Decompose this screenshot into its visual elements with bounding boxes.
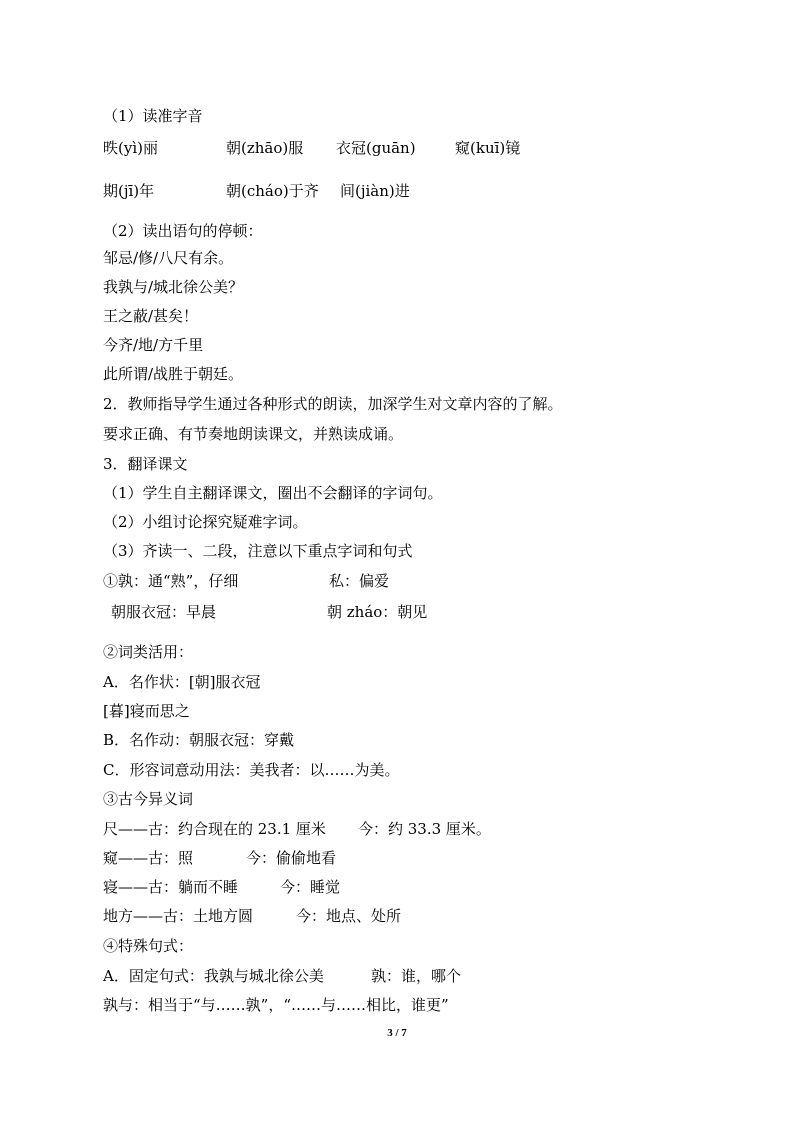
pinyin-entry: 衣冠(guān) [336,139,416,157]
ancient-meaning: 尺——古：约合现在的 23.1 厘米 [103,820,326,838]
key-words-row-2 [103,602,603,622]
pinyin-entry: 朝(cháo)于齐 [226,182,319,200]
modern-meaning: 今：地点、处所 [296,907,402,925]
ancient-row [103,877,603,897]
pause-sentence: 今齐/地/方千里 [103,336,204,354]
key-word-entry: 朝 zháo：朝见 [327,603,428,621]
pinyin-entry: 间(jiàn)进 [340,182,410,200]
pinyin-row-2 [103,181,603,201]
pause-sentence: 我孰与/城北徐公美？ [103,278,244,296]
pinyin-row-1 [103,138,603,158]
ancient-meaning: 窥——古：照 [103,849,194,867]
pause-sentence: 此所谓/战胜于朝廷。 [103,365,244,383]
special-row [103,966,603,986]
ancient-row [103,848,603,868]
key-word-entry: 朝服衣冠：早晨 [111,603,217,621]
ancient-row [103,906,603,926]
page-number: 3 / 7 [387,1027,407,1039]
fixed-pattern: A．固定句式：我孰与城北徐公美 [103,967,324,985]
pause-sentence: 王之蔽/甚矣！ [103,307,199,325]
key-word-entry: 私：偏爱 [329,572,390,590]
modern-meaning: 今：偷偷地看 [246,849,337,867]
step3-heading: 3．翻译课文 [103,455,188,473]
special-heading: ④特殊句式： [103,937,194,955]
ancient-heading: ③古今异义词 [103,790,194,808]
wordclass-heading: ②词类活用： [103,643,194,661]
key-word-entry: ①孰：通“熟”，仔细 [103,572,239,590]
wordclass-item: B．名作动：朝服衣冠：穿戴 [103,731,295,749]
pinyin-entry: 朝(zhāo)服 [226,139,304,157]
step2-line: 2．教师指导学生通过各种形式的朗读，加深学生对文章内容的了解。 [103,395,563,413]
pinyin-entry: 窥(kuī)镜 [455,139,521,157]
step3-item: （3）齐读一、二段，注意以下重点字词和句式 [103,542,413,560]
wordclass-item: C．形容词意动用法：美我者：以……为美。 [103,761,400,779]
ancient-meaning: 寝——古：躺而不睡 [103,878,239,896]
special-explanation: 孰与：相当于“与……孰”，“……与……相比，谁更” [103,996,449,1014]
pause-heading: （2）读出语句的停顿： [103,222,263,240]
key-words-row-1 [103,571,603,591]
modern-meaning: 今：睡觉 [280,878,341,896]
modern-meaning: 今：约 33.3 厘米。 [358,820,491,838]
wordclass-item: [暮]寝而思之 [103,702,190,720]
read-sound-heading: （1）读准字音 [103,107,203,125]
pinyin-entry: 昳(yì)丽 [103,139,158,157]
ancient-row [103,819,603,839]
wordclass-item: A．名作状：[朝]服衣冠 [103,673,261,691]
pause-sentence: 邹忌/修/八尺有余。 [103,249,234,267]
ancient-meaning: 地方——古：土地方圆 [103,907,254,925]
step2-line: 要求正确、有节奏地朗读课文，并熟读成诵。 [103,425,404,443]
step3-item: （1）学生自主翻译课文，圈出不会翻译的字词句。 [103,484,443,502]
fixed-pattern-gloss: 孰：谁，哪个 [371,967,462,985]
step3-item: （2）小组讨论探究疑难字词。 [103,513,308,531]
pinyin-entry: 期(jī)年 [103,182,155,200]
